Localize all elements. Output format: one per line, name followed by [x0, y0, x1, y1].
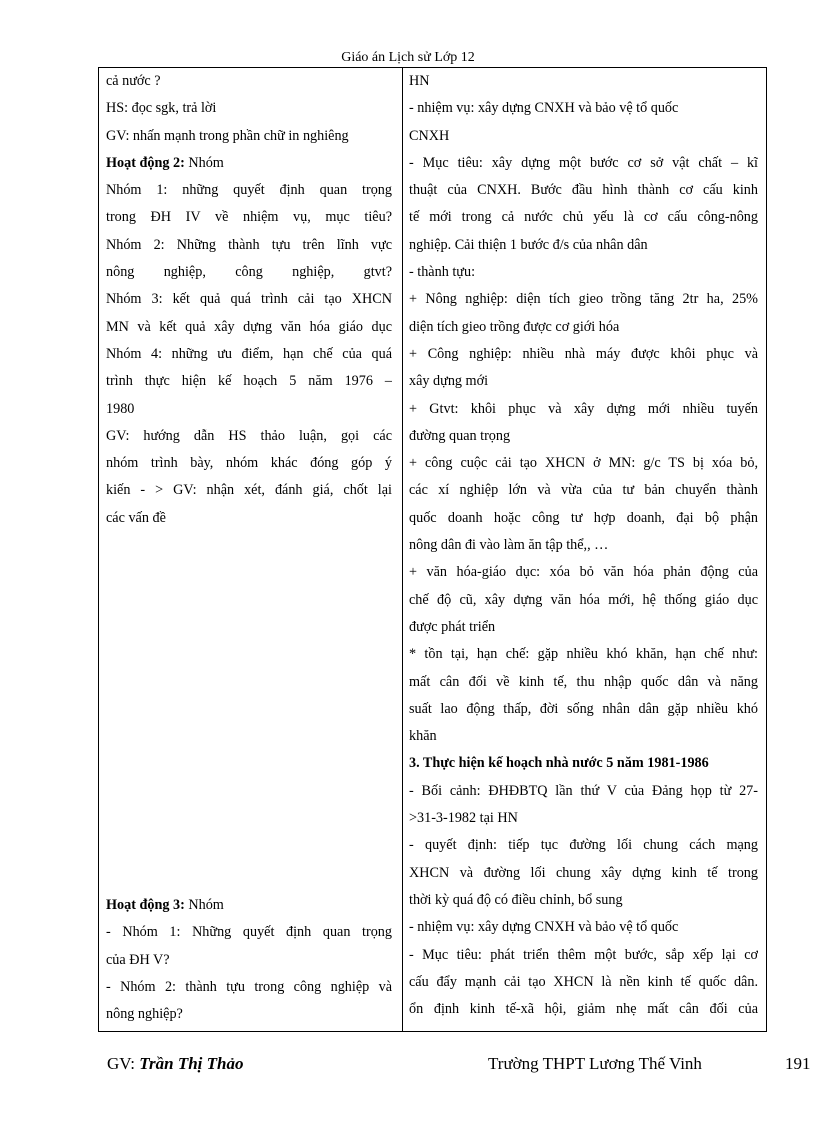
left-block-activity-2 — [106, 177, 392, 532]
text-line: nông nghiệp? — [106, 1006, 183, 1023]
text-line: diện tích gieo trồng được cơ giới hóa — [409, 318, 620, 335]
activity-2-heading: Hoạt động 2: Nhóm — [106, 154, 224, 171]
text-line: mất cân đối về kinh tế, thu nhập quốc dân và năng — [409, 673, 758, 690]
text-line: cả nước ? — [106, 73, 161, 89]
lesson-content-column — [409, 68, 758, 1023]
text-line: nghiệp. Cải thiện 1 bước đ/s của nhân dân — [409, 236, 648, 253]
footer-teacher: GV: Trần Thị Thảo — [107, 1054, 244, 1073]
text-line: nông dân đi vào làm ăn tập thể,, … — [409, 537, 609, 554]
text-line: - Nhóm 1: Những quyết định quan trọng — [106, 924, 392, 941]
text-line: - thành tựu: — [409, 264, 476, 281]
text-line: MN và kết quả xây dựng văn hóa giáo dục — [106, 318, 392, 335]
text-line: các xí nghiệp lớn và vừa của tư bản chuyển thành — [409, 482, 758, 499]
text-line: kiến - > GV: nhận xét, đánh giá, chốt lại — [106, 482, 392, 499]
text-line: - quyết định: tiếp tục đường lối chung cách mạng — [409, 837, 758, 854]
text-line: trong ĐH IV về nhiệm vụ, mục tiêu? — [106, 209, 392, 226]
text-line: XHCN và đường lối chung xây dựng kinh tế trong — [409, 864, 758, 881]
teacher-student-activities-column — [106, 68, 392, 1029]
text-line: + Gtvt: khôi phục và xây dựng mới nhiều tuyến — [409, 400, 758, 417]
text-line: được phát triển — [409, 618, 496, 635]
right-content-lines — [409, 68, 758, 1023]
text-line: Nhóm 2: Những thành tựu trên lĩnh vực — [106, 236, 392, 253]
teacher-name: Trần Thị Thảo — [139, 1054, 244, 1073]
text-line: Nhóm 4: những ưu điểm, hạn chế của quá — [106, 345, 392, 362]
text-line: Nhóm 1: những quyết định quan trọng — [106, 182, 392, 199]
text-line: chế độ cũ, xây dựng văn hóa mới, hệ thống giáo dục — [409, 591, 758, 608]
left-block-activity-3 — [106, 919, 392, 1028]
text-line: cấu đẩy mạnh cải tạo XHCN là nền kinh tế quốc dân. — [409, 973, 758, 990]
text-line: HS: đọc sgk, trả lời — [106, 100, 217, 117]
text-line: thuật của CNXH. Bước đầu hình thành cơ cấu kinh — [409, 182, 758, 199]
left-block-intro — [106, 68, 392, 150]
text-line: ổn định kinh tế-xã hội, giảm nhẹ mất cân đối của — [409, 1001, 758, 1018]
text-line: - nhiệm vụ: xây dựng CNXH và bảo vệ tổ quốc — [409, 919, 679, 936]
text-line: GV: hướng dẫn HS thảo luận, gọi các — [106, 427, 392, 444]
page-number: 191 — [785, 1054, 811, 1073]
text-line: - Mục tiêu: phát triển thêm một bước, sắp xếp lại cơ — [409, 946, 758, 963]
text-line: Nhóm 3: kết quả quá trình cải tạo XHCN — [106, 291, 392, 308]
text-line: + văn hóa-giáo dục: xóa bỏ văn hóa phản động của — [409, 564, 758, 581]
column-blank-space — [106, 532, 392, 892]
text-line: 1980 — [106, 400, 135, 417]
text-line: xây dựng mới — [409, 373, 489, 390]
text-line: - Mục tiêu: xây dựng một bước cơ sở vật chất – kĩ — [409, 154, 758, 171]
text-line: + Công nghiệp: nhiều nhà máy được khôi phục và — [409, 345, 758, 362]
text-line: suất lao động thấp, đời sống nhân dân gặp nhiều khó — [409, 700, 758, 717]
text-line: nhóm trình bày, nhóm khác đóng góp ý — [106, 455, 392, 472]
text-line: - nhiệm vụ: xây dựng CNXH và bảo vệ tổ quốc — [409, 100, 679, 117]
text-line: đường quan trọng — [409, 427, 511, 444]
text-line: + công cuộc cải tạo XHCN ở MN: g/c TS bị xóa bỏ, — [409, 455, 758, 472]
text-line: nông nghiệp, công nghiệp, gtvt? — [106, 264, 392, 281]
text-line: quốc doanh hoặc công tư hợp doanh, đại bộ phận — [409, 509, 758, 526]
text-line: các vấn đề — [106, 509, 166, 526]
text-line: thời kỳ quá độ có điều chỉnh, bổ sung — [409, 891, 623, 908]
text-line: tế mới trong cả nước chủ yếu là cơ cấu công-nông — [409, 209, 758, 226]
column-divider — [402, 67, 403, 1032]
text-line: GV: nhấn mạnh trong phần chữ in nghiêng — [106, 127, 349, 144]
activity-3-heading: Hoạt động 3: Nhóm — [106, 897, 224, 914]
text-line: CNXH — [409, 127, 450, 144]
text-line: - Nhóm 2: thành tựu trong công nghiệp và — [106, 978, 392, 995]
text-line: HN — [409, 73, 430, 89]
section-heading: 3. Thực hiện kế hoạch nhà nước 5 năm 1981-1986 — [409, 755, 709, 772]
text-line: * tồn tại, hạn chế: gặp nhiều khó khăn, hạn chế như: — [409, 646, 758, 663]
text-line: của ĐH V? — [106, 951, 170, 968]
text-line: >31-3-1982 tại HN — [409, 810, 518, 827]
text-line: khăn — [409, 728, 437, 745]
page-header: Giáo án Lịch sử Lớp 12 — [341, 50, 475, 65]
text-line: - Bối cảnh: ĐHĐBTQ lần thứ V của Đảng họp từ 27- — [409, 782, 758, 799]
text-line: trình thực hiện kế hoạch 5 năm 1976 – — [106, 373, 392, 390]
footer-school: Trường THPT Lương Thế Vinh — [488, 1054, 702, 1073]
text-line: + Nông nghiệp: diện tích gieo trồng tăng 2tr ha, 25% — [409, 291, 758, 308]
